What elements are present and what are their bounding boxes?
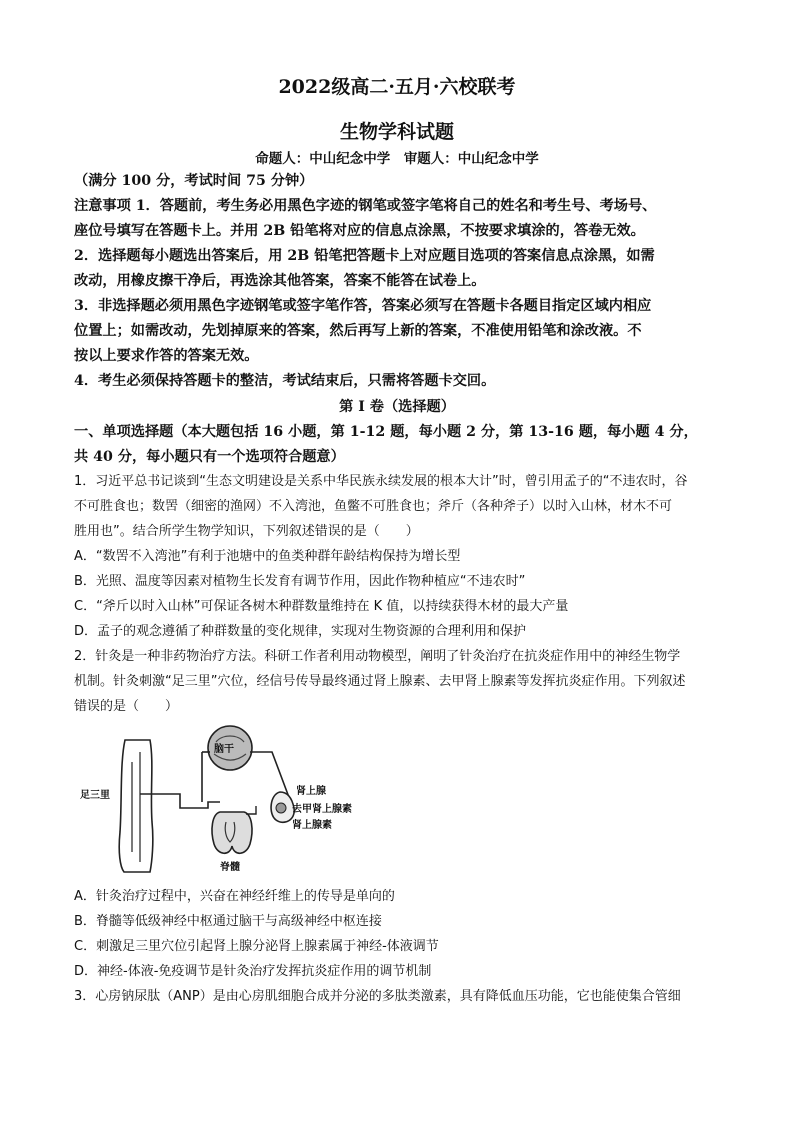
note-line: 位置上；如需改动，先划掉原来的答案，然后再写上新的答案，不准使用铅笔和涂改液。不: [74, 323, 642, 339]
subject-title: 生物学科试题: [339, 121, 454, 143]
pathway-diagram: [80, 722, 400, 882]
question-1-option-d: D．孟子的观念遵循了种群数量的变化规律，实现对生物资源的合理利用和保护: [74, 624, 527, 639]
question-1-stem: 不可胜食也；数罟（细密的渔网）不入湾池，鱼鳖不可胜食也；斧斤（各种斧子）以时入山林，材木不可: [74, 499, 673, 514]
question-2-option-d: D．神经-体液-免疫调节是针灸治疗发挥抗炎症作用的调节机制: [74, 964, 432, 979]
question-2-stem: 机制。针灸刺激“足三里”穴位，经信号传导最终通过肾上腺素、去甲肾上腺素等发挥抗炎症作用。下列叙述: [74, 674, 686, 689]
question-3-stem: 3．心房钠尿肽（ANP）是由心房肌细胞合成并分泌的多肽类激素，具有降低血压功能，它也能使集合管细: [74, 989, 681, 1004]
question-2-stem: 2．针灸是一种非药物治疗方法。科研工作者利用动物模型，阐明了针灸治疗在抗炎症作用中的神经生物学: [74, 649, 681, 664]
question-1-stem: 胜用也”。结合所学生物学知识，下列叙述错误的是（ ）: [74, 524, 419, 539]
label-norepinephrine: 去甲肾上腺素: [292, 804, 352, 815]
question-2-option-c: C．刺激足三里穴位引起肾上腺分泌肾上腺素属于神经-体液调节: [74, 939, 439, 954]
note-line: 座位号填写在答题卡上。并用 2B 铅笔将对应的信息点涂黑，不按要求填涂的，答卷无效。: [74, 223, 645, 239]
leg-outline: [119, 740, 153, 872]
note-line: 3．非选择题必须用黑色字迹钢笔或签字笔作答，答案必须写在答题卡各题目指定区域内相应: [74, 298, 652, 314]
question-1-option-c: C．“斧斤以时入山林”可保证各树木种群数量维持在 K 值，以持续获得木材的最大产量: [74, 599, 569, 614]
label-spinal-cord: 脊髓: [220, 862, 240, 873]
adrenal-medulla-mark: [276, 803, 286, 813]
label-adrenal-gland: 肾上腺: [296, 786, 326, 797]
label-epinephrine: 肾上腺素: [292, 820, 332, 831]
leg-muscle-lines: [132, 752, 140, 862]
note-line: 按以上要求作答的答案无效。: [74, 348, 259, 364]
question-1-option-b: B．光照、温度等因素对植物生长发育有调节作用，因此作物种植应“不违农时”: [74, 574, 526, 589]
spinal-cord-shape: [212, 812, 252, 853]
part-title: 第 I 卷（选择题）: [339, 399, 455, 415]
note-line: 注意事项 1．答题前，考生务必用黑色字迹的钢笔或签字笔将自己的姓名和考生号、考场号、: [74, 198, 657, 214]
question-1-stem: 1．习近平总书记谈到“生态文明建设是关系中华民族永续发展的根本大计”时，曾引用孟子的“不违农时，谷: [74, 474, 688, 489]
note-line: 2．选择题每小题选出答案后，用 2B 铅笔把答题卡上对应题目选项的答案信息点涂黑，如需: [74, 248, 655, 264]
question-2-stem: 错误的是（ ）: [74, 699, 179, 714]
question-2-option-a: A．针灸治疗过程中，兴奋在神经纤维上的传导是单向的: [74, 889, 395, 904]
label-zusanli: 足三里: [80, 790, 110, 801]
note-line: 改动，用橡皮擦干净后，再选涂其他答案，答案不能答在试卷上。: [74, 273, 486, 289]
label-brainstem: 脑干: [214, 744, 234, 755]
exam-title: 2022级高二·五月·六校联考: [278, 76, 516, 98]
acupuncture-pathway-figure: [80, 722, 400, 882]
question-2-option-b: B．脊髓等低级神经中枢通过脑干与高级神经中枢连接: [74, 914, 382, 929]
note-line: 4．考生必须保持答题卡的整洁，考试结束后，只需将答题卡交回。: [74, 373, 496, 389]
section-heading: 共 40 分，每小题只有一个选项符合题意）: [74, 449, 345, 465]
authors-line: 命题人：中山纪念中学 审题人：中山纪念中学: [255, 151, 539, 167]
question-1-option-a: A．“数罟不入湾池”有利于池塘中的鱼类种群年龄结构保持为增长型: [74, 549, 461, 564]
spinal-efferent: [246, 806, 256, 814]
score-time: （满分 100 分，考试时间 75 分钟）: [74, 173, 314, 189]
section-heading: 一、单项选择题（本大题包括 16 小题，第 1-12 题，每小题 2 分，第 13-16 题，每小题 4 分，: [74, 424, 698, 440]
